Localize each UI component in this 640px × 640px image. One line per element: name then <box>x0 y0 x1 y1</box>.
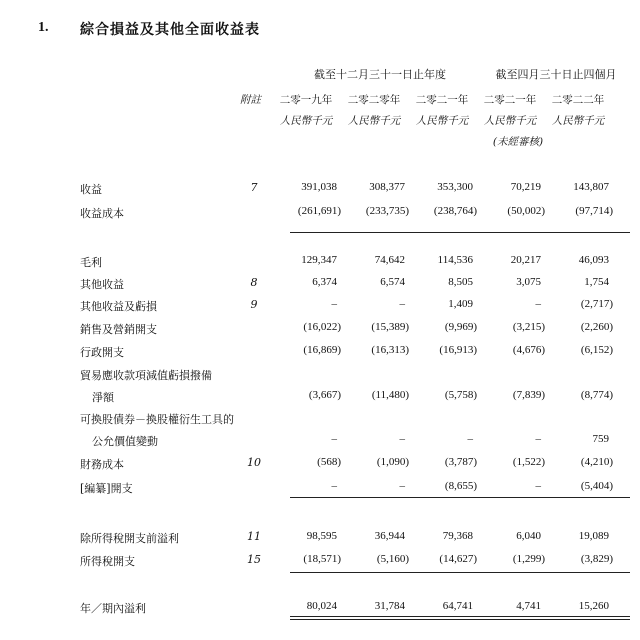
row-note: 10 <box>247 456 261 469</box>
section-number: 1. <box>38 20 49 35</box>
row-label: 除所得稅開支前溢利 <box>80 532 179 545</box>
row-value: (1,299) <box>512 553 545 565</box>
row-value: (16,313) <box>371 344 409 356</box>
row-value: 70,219 <box>510 181 541 193</box>
row-value: (6,152) <box>580 344 613 356</box>
row-value: 74,642 <box>374 254 405 266</box>
row-value: (3,667) <box>308 389 341 401</box>
row-value: (11,480) <box>371 389 409 401</box>
row-value: (8,774) <box>580 389 613 401</box>
row-value: (16,869) <box>303 344 341 356</box>
row-value: – <box>399 433 405 445</box>
note-header: 附註 <box>240 94 261 106</box>
row-label: 貿易應收款項減值虧損撥備 <box>80 369 212 382</box>
row-value: (9,969) <box>444 321 477 333</box>
row-value: 1,754 <box>584 276 609 288</box>
row-label: 年／期內溢利 <box>80 602 146 615</box>
row-note: 8 <box>250 276 258 289</box>
row-value: 8,505 <box>448 276 473 288</box>
column-unit-1: 人民幣千元 <box>279 115 333 127</box>
row-value: (261,691) <box>297 205 341 217</box>
row-value: (97,714) <box>575 205 613 217</box>
unaudited-label: (未經審核) <box>492 136 544 148</box>
row-label: [編纂]開支 <box>80 482 133 495</box>
row-value: 19,089 <box>578 530 609 542</box>
row-label: 毛利 <box>80 256 102 269</box>
column-unit-5: 人民幣千元 <box>551 115 605 127</box>
column-header-2: 二零二零年 <box>347 94 401 106</box>
column-header-4: 二零二一年 <box>483 94 537 106</box>
row-value: 759 <box>592 433 609 445</box>
row-value: (14,627) <box>439 553 477 565</box>
row-label: 其他收益 <box>80 278 124 291</box>
row-value: (5,404) <box>580 480 613 492</box>
column-header-1: 二零一九年 <box>279 94 333 106</box>
row-note: 11 <box>247 530 261 543</box>
row-value: 391,038 <box>301 181 337 193</box>
row-value: 308,377 <box>369 181 405 193</box>
row-value: (16,022) <box>303 321 341 333</box>
row-value: (8,655) <box>444 480 477 492</box>
row-value: (3,215) <box>512 321 545 333</box>
group-header-year: 截至十二月三十一日止年度 <box>314 68 446 81</box>
row-label: 可換股債券－換股權衍生工具的 <box>80 413 234 426</box>
column-header-5: 二零二二年 <box>551 94 605 106</box>
row-value: 6,040 <box>516 530 541 542</box>
row-value: – <box>535 433 541 445</box>
row-value: (7,839) <box>512 389 545 401</box>
row-label: 財務成本 <box>80 458 124 471</box>
row-value: 80,024 <box>306 600 337 612</box>
column-unit-2: 人民幣千元 <box>347 115 401 127</box>
row-value: 15,260 <box>578 600 609 612</box>
row-value: (3,787) <box>444 456 477 468</box>
row-value: (5,758) <box>444 389 477 401</box>
row-value: (15,389) <box>371 321 409 333</box>
row-value: 143,807 <box>573 181 609 193</box>
row-value: (16,913) <box>439 344 477 356</box>
row-value: – <box>331 480 337 492</box>
row-value: – <box>399 298 405 310</box>
row-value: – <box>331 433 337 445</box>
row-value: 353,300 <box>437 181 473 193</box>
row-value: (3,829) <box>580 553 613 565</box>
row-value: 79,368 <box>442 530 473 542</box>
row-value: (2,717) <box>580 298 613 310</box>
row-value: (4,210) <box>580 456 613 468</box>
rule-after-cost <box>290 232 630 233</box>
row-value: 98,595 <box>306 530 337 542</box>
row-label-continued: 淨額 <box>92 391 114 404</box>
row-value: 20,217 <box>510 254 541 266</box>
row-label: 所得稅開支 <box>80 555 135 568</box>
row-label: 收益成本 <box>80 207 124 220</box>
row-value: (4,676) <box>512 344 545 356</box>
row-label: 銷售及營銷開支 <box>80 323 157 336</box>
row-value: 114,536 <box>437 254 473 266</box>
row-value: (1,522) <box>512 456 545 468</box>
row-value: 46,093 <box>578 254 609 266</box>
row-value: 64,741 <box>442 600 473 612</box>
row-value: 4,741 <box>516 600 541 612</box>
rule-after-listing <box>290 497 630 498</box>
row-value: (5,160) <box>376 553 409 565</box>
row-value: – <box>331 298 337 310</box>
row-label-continued: 公允價值變動 <box>92 435 158 448</box>
row-label: 行政開支 <box>80 346 124 359</box>
row-value: (568) <box>317 456 341 468</box>
row-note: 7 <box>250 181 258 194</box>
row-value: – <box>399 480 405 492</box>
row-value: 3,075 <box>516 276 541 288</box>
row-value: 6,374 <box>312 276 337 288</box>
row-value: (2,260) <box>580 321 613 333</box>
row-value: (238,764) <box>433 205 477 217</box>
row-value: 6,574 <box>380 276 405 288</box>
column-unit-4: 人民幣千元 <box>483 115 537 127</box>
column-unit-3: 人民幣千元 <box>415 115 469 127</box>
row-value: 1,409 <box>448 298 473 310</box>
column-header-3: 二零二一年 <box>415 94 469 106</box>
row-value: – <box>535 298 541 310</box>
rule-after-tax <box>290 572 630 573</box>
row-value: – <box>467 433 473 445</box>
row-note: 15 <box>247 553 261 566</box>
row-value: (50,002) <box>507 205 545 217</box>
row-value: 129,347 <box>301 254 337 266</box>
row-value: (18,571) <box>303 553 341 565</box>
group-header-four-months: 截至四月三十日止四個月 <box>495 68 617 81</box>
row-note: 9 <box>250 298 258 311</box>
row-value: – <box>535 480 541 492</box>
row-label: 收益 <box>80 183 102 196</box>
row-value: (233,735) <box>365 205 409 217</box>
section-title: 綜合損益及其他全面收益表 <box>80 22 260 38</box>
row-value: 31,784 <box>374 600 405 612</box>
row-value: (1,090) <box>376 456 409 468</box>
row-label: 其他收益及虧損 <box>80 300 157 313</box>
double-rule-total <box>290 616 630 620</box>
row-value: 36,944 <box>374 530 405 542</box>
